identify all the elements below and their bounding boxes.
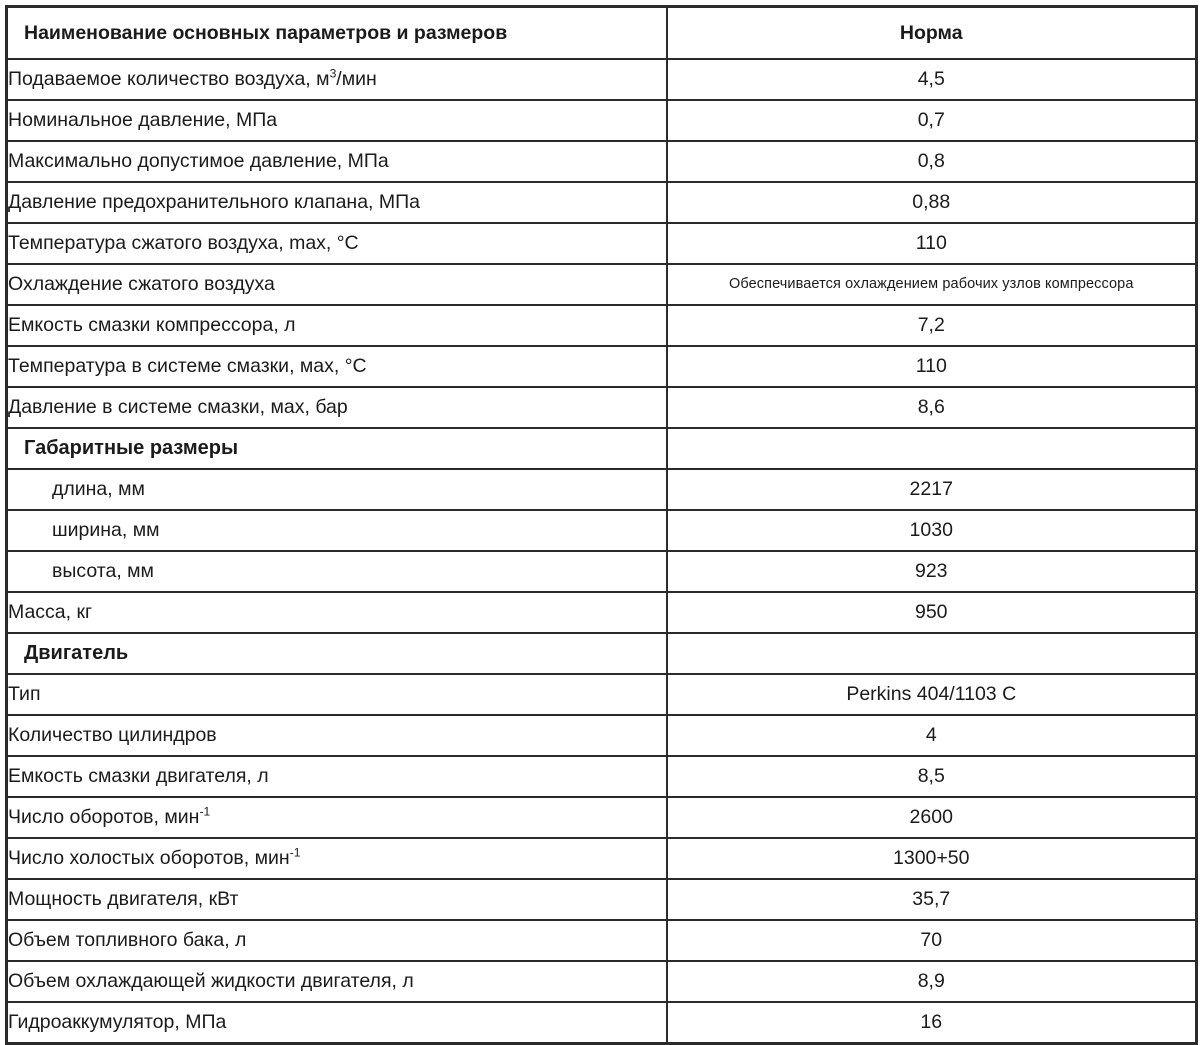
table-row <box>7 756 1197 797</box>
table-row <box>7 141 1197 182</box>
table-row <box>7 920 1197 961</box>
unit-superscript: -1 <box>199 804 211 819</box>
table-row <box>7 838 1197 879</box>
table-row <box>7 100 1197 141</box>
parameter-value: 4,5 <box>667 59 1197 100</box>
column-header-value: Норма <box>667 7 1197 60</box>
parameter-value: 1030 <box>667 510 1197 551</box>
section-title: Двигатель <box>7 633 667 674</box>
table-row <box>7 182 1197 223</box>
table-row <box>7 305 1197 346</box>
parameter-value: 923 <box>667 551 1197 592</box>
table-header-row <box>7 7 1197 60</box>
table-row <box>7 510 1197 551</box>
unit-superscript: -1 <box>289 845 301 860</box>
table-row <box>7 223 1197 264</box>
parameter-value: Обеспечивается охлаждением рабочих узлов компрессора <box>667 264 1197 305</box>
table-row <box>7 715 1197 756</box>
parameter-name: Масса, кг <box>7 592 667 633</box>
section-header-row <box>7 633 1197 674</box>
parameter-name: Число оборотов, мин$^{-1}$ <box>7 797 667 838</box>
table-row <box>7 879 1197 920</box>
table-row <box>7 264 1197 305</box>
parameter-name: Температура в системе смазки, мах, °C <box>7 346 667 387</box>
unit-superscript: 3 <box>329 66 337 81</box>
specifications-table <box>5 5 1198 1045</box>
table-row <box>7 551 1197 592</box>
parameter-value: 0,7 <box>667 100 1197 141</box>
table-row <box>7 797 1197 838</box>
parameter-name: Число холостых оборотов, мин$^{-1}$ <box>7 838 667 879</box>
parameter-value: 950 <box>667 592 1197 633</box>
section-header-row <box>7 428 1197 469</box>
table-row <box>7 674 1197 715</box>
parameter-value: 110 <box>667 346 1197 387</box>
parameter-name: Подаваемое количество воздуха, $м^3$/мин <box>7 59 667 100</box>
parameter-value: 1300+50 <box>667 838 1197 879</box>
parameter-name: Объем охлаждающей жидкости двигателя, л <box>7 961 667 1002</box>
parameter-value: 4 <box>667 715 1197 756</box>
parameter-value: 0,8 <box>667 141 1197 182</box>
parameter-value: 0,88 <box>667 182 1197 223</box>
parameter-name: Номинальное давление, МПа <box>7 100 667 141</box>
table-row <box>7 469 1197 510</box>
parameter-name: ширина, мм <box>7 510 667 551</box>
parameter-name: Объем топливного бака, л <box>7 920 667 961</box>
parameter-value: 8,5 <box>667 756 1197 797</box>
parameter-name: Тип <box>7 674 667 715</box>
parameter-name: длина, мм <box>7 469 667 510</box>
parameter-value: 2600 <box>667 797 1197 838</box>
parameter-name: Охлаждение сжатого воздуха <box>7 264 667 305</box>
table-row <box>7 961 1197 1002</box>
table-body <box>7 59 1197 1044</box>
parameter-value <box>667 633 1197 674</box>
table-row <box>7 1002 1197 1044</box>
parameter-value: 7,2 <box>667 305 1197 346</box>
section-title: Габаритные размеры <box>7 428 667 469</box>
parameter-value: 8,6 <box>667 387 1197 428</box>
table-row <box>7 387 1197 428</box>
table-header <box>7 7 1197 60</box>
parameter-value: 2217 <box>667 469 1197 510</box>
parameter-name: Гидроаккумулятор, МПа <box>7 1002 667 1044</box>
parameter-name: Давление в системе смазки, мах, бар <box>7 387 667 428</box>
parameter-name: Количество цилиндров <box>7 715 667 756</box>
table-row <box>7 592 1197 633</box>
parameter-value: 8,9 <box>667 961 1197 1002</box>
parameter-value: 16 <box>667 1002 1197 1044</box>
parameter-value: 110 <box>667 223 1197 264</box>
parameter-value <box>667 428 1197 469</box>
parameter-value: 70 <box>667 920 1197 961</box>
column-header-name: Наименование основных параметров и размеров <box>7 7 667 60</box>
parameter-name: высота, мм <box>7 551 667 592</box>
table-row <box>7 346 1197 387</box>
parameter-value: Perkins 404/1103 C <box>667 674 1197 715</box>
table-row <box>7 59 1197 100</box>
parameter-name: Температура сжатого воздуха, max, °C <box>7 223 667 264</box>
parameter-value: 35,7 <box>667 879 1197 920</box>
parameter-name: Максимально допустимое давление, МПа <box>7 141 667 182</box>
parameter-name: Емкость смазки двигателя, л <box>7 756 667 797</box>
parameter-name: Емкость смазки компрессора, л <box>7 305 667 346</box>
parameter-name: Мощность двигателя, кВт <box>7 879 667 920</box>
parameter-name: Давление предохранительного клапана, МПа <box>7 182 667 223</box>
